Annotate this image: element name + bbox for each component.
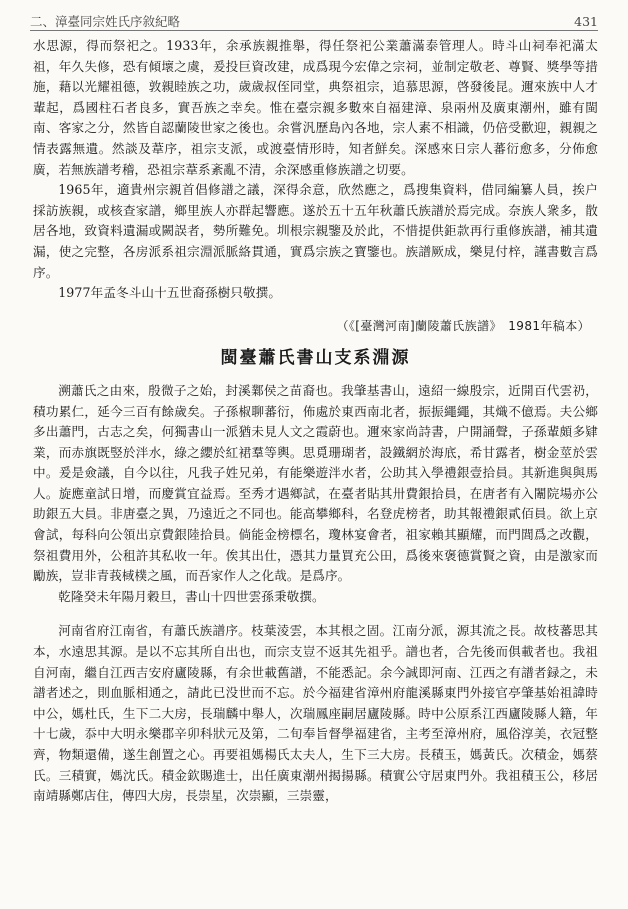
page-number: 431 bbox=[574, 13, 598, 29]
article1-source-citation: （《[臺灣河南]蘭陵蕭氏族譜》 1981年稿本） bbox=[336, 318, 590, 333]
article1-paragraph-1: 水思源，得而祭祀之。1933年，余承族親推舉，得任祭祀公業蕭滿泰管理人。時斗山祠奉祀滿太祖，年久失修，恐有傾壞之虞，爰投巨資改建，成爲現今宏偉之宗祠，並制定敬老、尊賢、獎學等措施，藉以光耀祖德，敦親睦族之功，歲歲叔侄同堂，典祭祖宗，追慕思源，啓發後昆。邇來族中人才輩起，爲國柱石者良多，實吾族之幸矣。惟在臺宗親多數來自福建漳、泉兩州及廣東潮州，雖有閩南、客家之分，然皆自認蘭陵世家之後也。余嘗汎歷島內各地，宗人素不相識，仍倍受歡迎，親親之情表露無遺。然談及葦序，祖宗支派，或渡臺情形時，知者鮮矣。深感來日宗人蕃衍愈多，分佈愈廣，若無族譜考稽，恐祖宗葦系紊亂不清，余深感重修族譜之切要。 bbox=[33, 38, 598, 177]
article2-title: 閩臺蕭氏書山支系淵源 bbox=[220, 348, 411, 369]
article1-paragraph-2: 1965年，適貴州宗親首倡修譜之議，深得余意，欣然應之，爲搜集資料，借同編纂人員，挨户採訪族親，或核查家譜，鄉里族人亦群起響應。遂於五十五年秋蕭氏族譜於焉完成。奈族人衆多，散居各地，致資料遺漏或闕誤者，勢所難免。圳根宗親鑒及於此，不惜提供鉅款再行重修族譜，補其遺漏，使之完整，各房派系祖宗淵派脈絡貫通，實爲宗族之寶鑒也。族譜厥成，樂見付梓，謹書數言爲序。 bbox=[33, 182, 598, 280]
section-gap bbox=[33, 607, 598, 621]
article3-paragraph-1: 河南省府江南省，有蕭氏族譜序。枝葉淩雲，本其根之固。江南分派，源其流之長。故枝蕃思其本，水遠思其源。是以不忘其所自出也，而宗支豈不返其先祖乎。譜也者，合先後而俱載者也。我祖自河南，繼自江西吉安府廬陵縣，有余世載舊譜，不能悉記。余今誠即河南、江西之有譜者録之，未譜者述之，則血脈相通之，請此已没世而不忘。於今福建省漳州府龍溪縣東門外接官亭肇基始祖諱時中公，媽杜氏，生下二大房，長瑞麟中舉人，次瑞鳳座嗣居廬陵縣。時中公原系江西廬陵縣人籍，年十七歲，忝中大明永樂郡辛卯科狀元及第，二旬奉旨督學福建省，主考至漳州府，風俗淳美，衣冠整齊，物類還備，遂生創置之心。再要祖媽楊氏太夫人，生下三大房。長積玉，媽黃氏。次積金，媽蔡氏。三積實，媽沈氏。積金欽賜進士，出任廣東潮州揭揚縣。積實公守居東門外。我祖積玉公，移居南靖縣鄭店住，傳四大房，長崇星，次崇顯，三崇靈， bbox=[33, 623, 598, 804]
article1-signature: 1977年孟冬斗山十五世裔孫樹只敬撰。 bbox=[58, 285, 282, 301]
article2-signature: 乾隆癸未年陽月穀旦，書山十四世雲孫秉敬撰。 bbox=[58, 588, 325, 604]
article2-paragraph-1: 溯蕭氏之由來，殷微子之始，封溪鄴侯之苗裔也。我肇基書山，遠紹一線殷宗，近開百代雲礽，積功累仁，延今三百有餘歲矣。子孫椒聊蕃衍，佈處於東西南北者，振振繩繩，其熾不億焉。夫公鄉多出蕭門，古志之矣，何獨書山一派猶未見人文之霞蔚也。邇來家尚詩書，户開誦聲，子孫輩頗多肄業，而赤旗既竪於泮水，綠之纓於紅裙羣等輿。思覓珊瑚者，設鐵網於海底，希甘露者，樹金莖於雲中。爰是僉議，自今以往，凡我子姓兄弟，有能樂遊泮水者，公助其入學禮銀壹拾員。其新進與與馬人。旋應童試日增，而慶賞宜益焉。至秀才遇鄉試，在臺者貼其卅費銀拾員，在唐者有入闈院場亦公助銀五大員。非唐臺之異，乃遠近之不同也。能高攀鄉科，名登虎榜者，助其報禮銀貳佰員。欲上京會試，每科向公領出京費銀陸拾員。倘能金榜標名，瓊林宴會者，祖家賴其顯耀，而門閭爲之改觀，祭祖費用外，公租許其私收一年。俟其出仕，憑其力量買充公田，爲後來褒德賞賢之資，由是激家而勵族，豈非青莪棫樸之風，而吾家作人之化哉。是爲序。 bbox=[33, 382, 598, 584]
running-header bbox=[30, 12, 598, 30]
body-text bbox=[33, 36, 598, 807]
header-rule bbox=[30, 30, 598, 31]
section-title: 二、漳臺同宗姓氏序敘紀略 bbox=[30, 14, 181, 29]
